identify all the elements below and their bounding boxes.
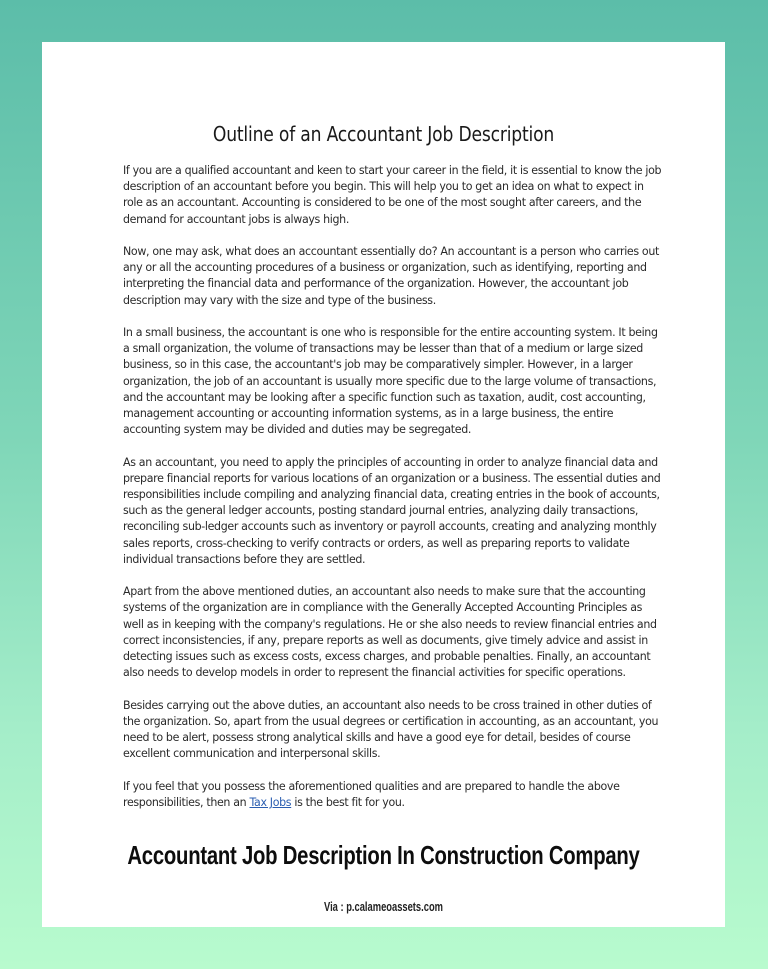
paragraph-compliance: Apart from the above mentioned duties, an accountant also needs to make sure that the accounting systems of the organization are in compliance with the Generally Accepted Accounting Principles as well as in keeping with the company's regulations. He or she also needs to review financial entries and correct inconsistencies, if any, prepare reports as well as documents, give timely advice and assist in detecting issues such as excess costs, excess charges, and probable penalties. Finally, an accountant also needs to develop models in order to represent the financial activities for specific operations. [123,585,657,680]
document-title: Outline of an Accountant Job Description [212,122,555,146]
paragraph-duties: As an accountant, you need to apply the principles of accounting in order to analyze financial data and prepare financial reports for various locations of an organization or a business. The essential duties and responsibilities include compiling and analyzing financial data, creating entries in the book of accounts, such as the general ledger accounts, posting standard journal entries, analyzing daily transactions, reconciling sub-ledger accounts such as inventory or payroll accounts, creating and analyzing monthly sales reports, cross-checking to verify contracts or orders, as well as preparing reports to validate individual transactions before they are settled. [123,455,661,566]
paragraph-intro: If you are a qualified accountant and keen to start your career in the field, it is essential to know the job description of an accountant before you begin. This will help you to get an idea on what to expect in role as an accountant. Accounting is considered to be one of the most sought after careers, and the demand for accountant jobs is always high. [123,164,662,226]
paragraph-business-size: In a small business, the accountant is one who is responsible for the entire accounting system. It being a small organization, the volume of transactions may be lesser than that of a medium or large sized business, so in this case, the accountant's job may be comparatively simpler. However, in a larger organization, the job of an accountant is usually more specific due to the large volume of transactions, and the accountant may be looking after a specific function such as taxation, audit, cost accounting, management accounting or accounting information systems, as in a large business, the entire accounting system may be divided and duties may be segregated. [123,326,658,437]
closing-text-before: If you feel that you possess the aforementioned qualities and are prepared to handle the above responsibilities, then an [123,779,620,809]
paragraph-closing [123,779,663,811]
document-card [42,42,725,927]
closing-text-after: is the best fit for you. [291,795,405,809]
tax-jobs-link[interactable]: Tax Jobs [249,795,292,809]
paragraph-skills: Besides carrying out the above duties, an accountant also needs to be cross trained in other duties of the organization. So, apart from the usual degrees or certification in accounting, as an accountant, you need to be alert, possess strong analytical skills and have a good eye for detail, besides of course excellent communication and interpersonal skills. [123,698,659,761]
document-body [123,163,663,827]
paragraph-what-accountant-does: Now, one may ask, what does an accountant essentially do? An accountant is a person who carries out any or all the accounting procedures of a business or organization, such as identifying, reporting and interpreting the financial data and performance of the organization. However, the accountant job description may vary with the size and type of the business. [123,245,659,307]
page-headline: Accountant Job Description In Construction Company [127,840,640,870]
source-credit: Via : p.calameoassets.com [324,899,443,914]
